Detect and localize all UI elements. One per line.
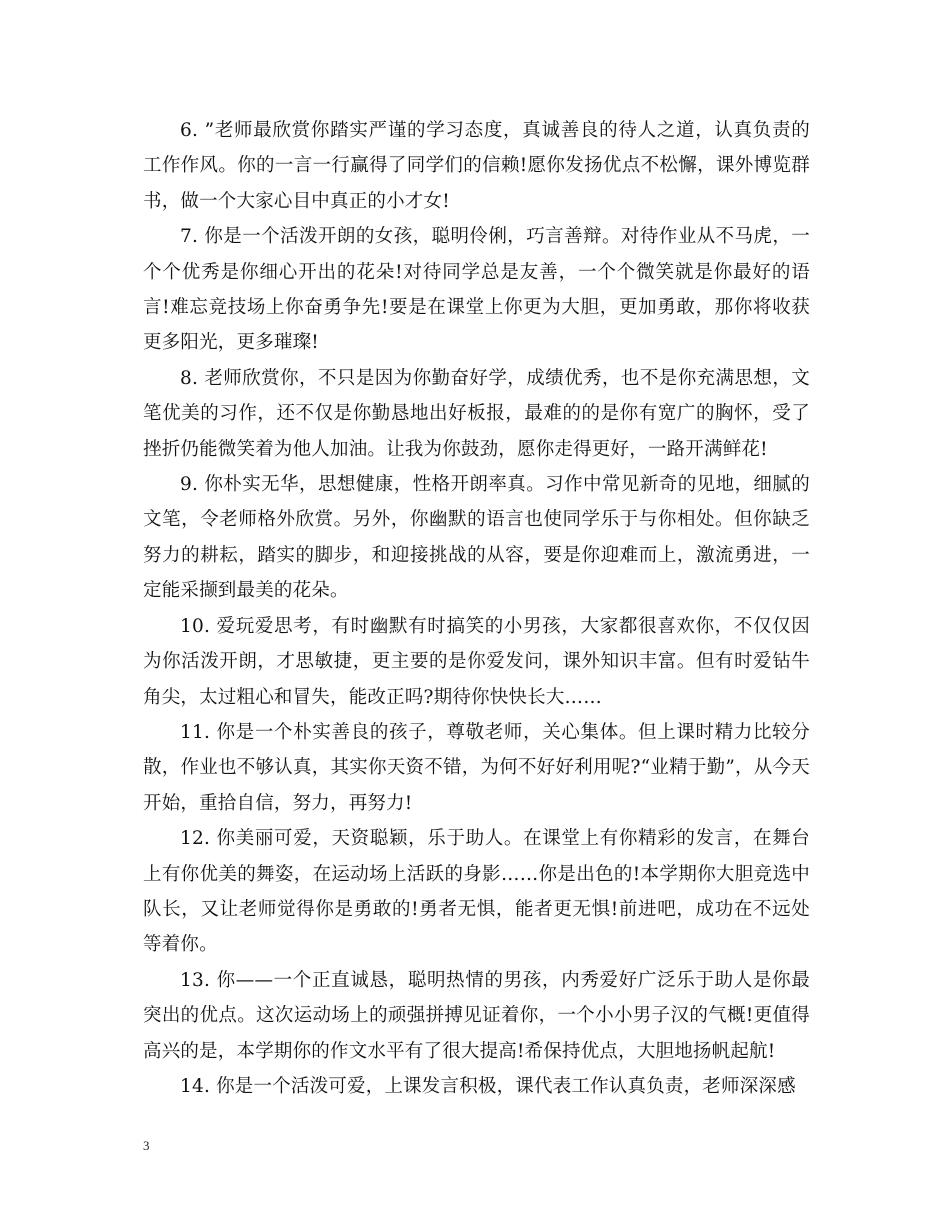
paragraph-comment-10: 10. 爱玩爱思考，有时幽默有时搞笑的小男孩，大家都很喜欢你，不仅仅因为你活泼开朗，才思敏捷，更主要的是你爱发问，课外知识丰富。但有时爱钻牛角尖，太过粗心和冒失，能改正吗?期待你快快长大…… [143,615,810,708]
paragraph-comment-6: 6. ”老师最欣赏你踏实严谨的学习态度，真诚善良的待人之道，认真负责的工作作风。你的一言一行赢得了同学们的信赖!愿你发扬优点不松懈，课外博览群书，做一个大家心目中真正的小才女! [143,120,810,212]
paragraph-comment-9: 9. 你朴实无华，思想健康，性格开朗率真。习作中常见新奇的见地，细腻的文笔，令老师格外欣赏。另外，你幽默的语言也使同学乐于与你相处。但你缺乏努力的耕耘，踏实的脚步，和迎接挑战的从容，要是你迎难而上，激流勇进，一定能采撷到最美的花朵。 [143,474,810,602]
paragraph-comment-8: 8. 老师欣赏你，不只是因为你勤奋好学，成绩优秀，也不是你充满思想，文笔优美的习作，还不仅是你勤恳地出好板报，最难的的是你有宽广的胸怀，受了挫折仍能微笑着为他人加油。让我为你鼓劲，愿你走得更好，一路开满鲜花! [143,367,810,460]
paragraph-comment-7: 7. 你是一个活泼开朗的女孩，聪明伶俐，巧言善辩。对待作业从不马虎，一个个优秀是你细心开出的花朵!对待同学总是友善，一个个微笑就是你最好的语言!难忘竞技场上你奋勇争先!要是在课堂上你更为大胆，更加勇敢，那你将收获更多阳光，更多璀璨! [143,226,810,354]
paragraph-comment-11: 11. 你是一个朴实善良的孩子，尊敬老师，关心集体。但上课时精力比较分散，作业也不够认真，其实你天资不错，为何不好好利用呢?“业精于勤”，从今天开始，重拾自信，努力，再努力! [143,721,810,814]
paragraph-comment-14: 14. 你是一个活泼可爱，上课发言积极，课代表工作认真负责，老师深深感 [180,1075,796,1097]
paragraph-comment-13: 13. 你——一个正直诚恳，聪明热情的男孩，内秀爱好广泛乐于助人是你最突出的优点。这次运动场上的顽强拼搏见证着你，一个小小男子汉的气概!更值得高兴的是，本学期你的作文水平有了很大提高!希保持优点，大胆地扬帆起航! [143,969,810,1062]
document-body [143,113,810,1104]
paragraph-comment-12: 12. 你美丽可爱，天资聪颖，乐于助人。在课堂上有你精彩的发言，在舞台上有你优美的舞姿，在运动场上活跃的身影……你是出色的!本学期你大胆竞选中队长，又让老师觉得你是勇敢的!勇者无惧，能者更无惧!前进吧，成功在不远处等着你。 [143,828,810,956]
page-number: 3 [143,1138,150,1153]
